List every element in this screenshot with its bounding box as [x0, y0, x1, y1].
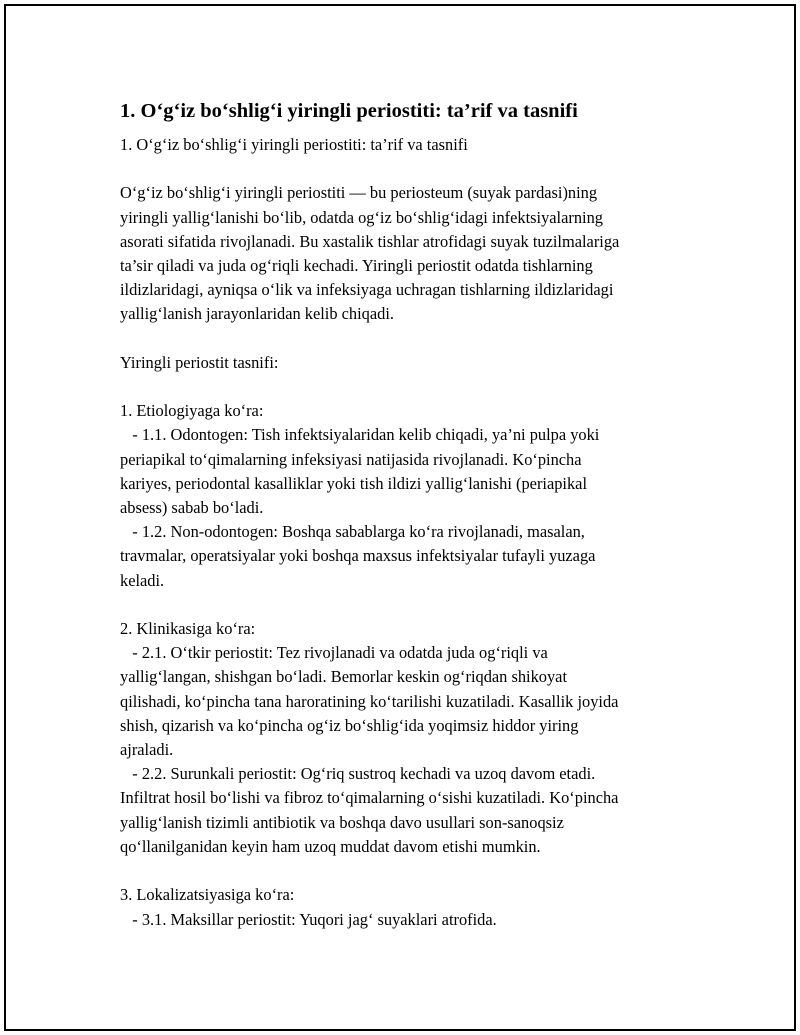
document-heading: 1. O‘g‘iz bo‘shlig‘i yiringli periostiti: ta’rif va tasnifi	[120, 100, 578, 122]
page-frame	[4, 4, 796, 1031]
document-body-text: 1. O‘g‘iz bo‘shlig‘i yiringli periostiti: ta’rif va tasnifi O‘g‘iz bo‘shlig‘i yiringli periostiti — bu periosteum (suyak pardasi)ning yiringli yallig‘lanishi bo‘lib, odatda og‘iz bo‘shlig‘idagi infektsiyalarning asorati sifatida rivojlanadi. Bu xastalik tishlar atrofidagi suyak tuzilmalariga ta’sir qiladi va juda og‘riqli kechadi. Yiringli periostit odatda tishlarning ildizlaridagi, ayniqsa o‘lik va infeksiyaga uchragan tishlarning ildizlaridagi yallig‘lanish jarayonlaridan kelib chiqadi. Yiringli periostit tasnifi: 1. Etiologiyaga ko‘ra: - 1.1. Odontogen: Tish infektsiyalaridan kelib chiqadi, ya’ni pulpa yoki periapikal to‘qimalarning infeksiyasi natijasida rivojlanadi. Ko‘pincha kariyes, periodontal kasalliklar yoki tish ildizi yallig‘lanishi (periapikal absess) sabab bo‘ladi. - 1.2. Non-odontogen: Boshqa sabablarga ko‘ra rivojlanadi, masalan, travmalar, operatsiyalar yoki boshqa maxsus infektsiyalar tufayli yuzaga keladi. 2. Klinikasiga ko‘ra: - 2.1. O‘tkir periostit: Tez rivojlanadi va odatda juda og‘riqli va yallig‘langan, shishgan bo‘ladi. Bemorlar keskin og‘riqdan shikoyat qilishadi, ko‘pincha tana haroratining ko‘tarilishi kuzatiladi. Kasallik joyida shish, qizarish va ko‘pincha og‘iz bo‘shlig‘ida yoqimsiz hiddor yiring ajraladi. - 2.2. Surunkali periostit: Og‘riq sustroq kechadi va uzoq davom etadi. Infiltrat hosil bo‘lishi va fibroz to‘qimalarning o‘sishi kuzatiladi. Ko‘pincha yallig‘lanish tizimli antibiotik va boshqa davo usullari son-sanoqsiz qo‘llanilganidan keyin ham uzoq muddat davom etishi mumkin. 3. Lokalizatsiyasiga ko‘ra: - 3.1. Maksillar periostit: Yuqori jag‘ suyaklari atrofida.	[120, 135, 620, 929]
document-content	[120, 96, 700, 932]
